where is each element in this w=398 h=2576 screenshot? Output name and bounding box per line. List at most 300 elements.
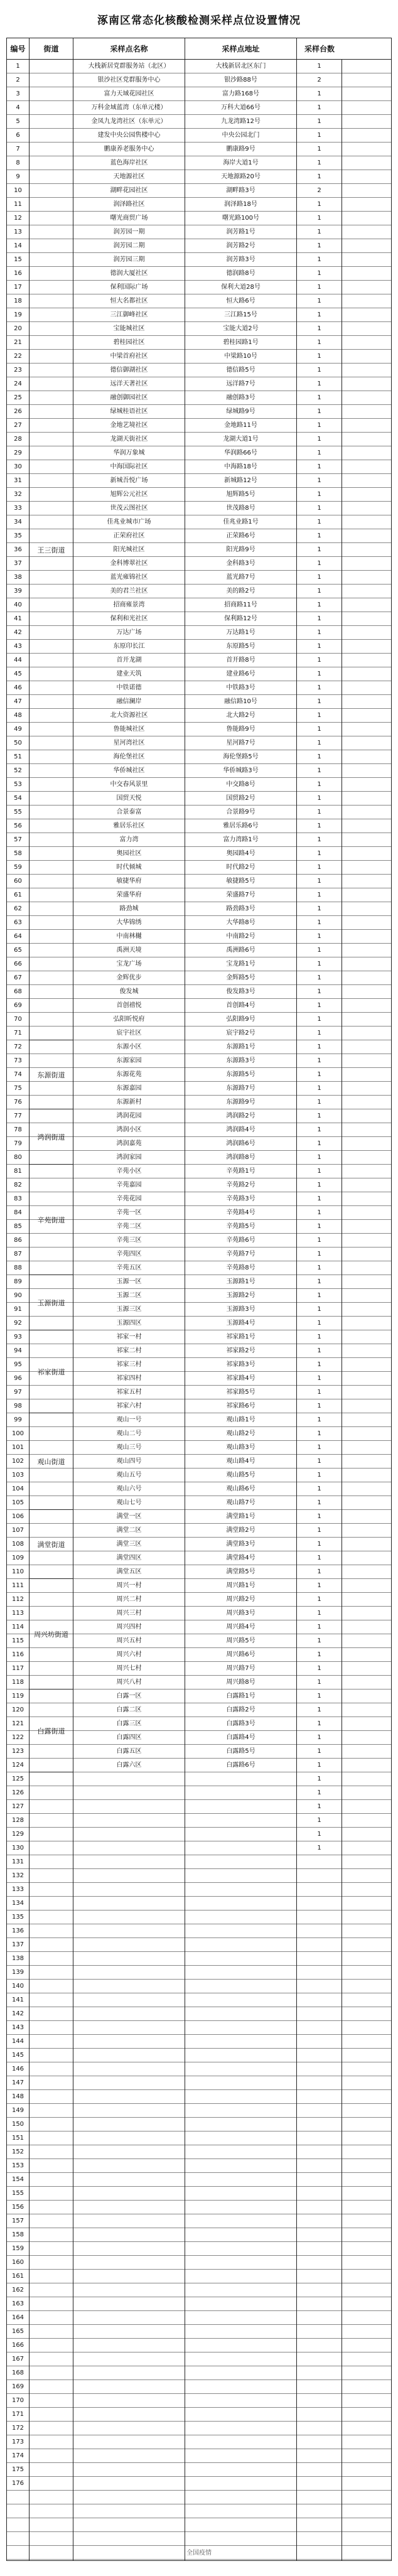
table-cell-number: 56 [14, 822, 22, 829]
table-cell-site-name: 雅居乐社区 [113, 822, 145, 829]
table-cell-count: 1 [317, 1085, 321, 1092]
table-cell-site-address: 中铁路3号 [226, 684, 255, 691]
table-cell-count: 1 [317, 367, 321, 374]
table-cell-count: 1 [317, 463, 321, 470]
table-cell-site-name: 中海国际社区 [110, 463, 148, 470]
table-cell-count: 1 [317, 1361, 321, 1368]
table-cell-number: 26 [14, 408, 22, 415]
table-cell-site-address: 周兴路1号 [226, 1582, 255, 1589]
table-cell-count: 1 [317, 864, 321, 871]
table-cell-number: 77 [14, 1113, 22, 1119]
table-cell-site-address: 中海路18号 [224, 463, 257, 470]
table-cell-site-name: 富力湾 [119, 836, 139, 843]
table-cell-count: 1 [317, 836, 321, 843]
table-cell-count: 1 [317, 1306, 321, 1313]
table-cell-count: 1 [317, 684, 321, 691]
sampling-table [6, 59, 392, 2561]
table-cell-site-address: 首创路4号 [226, 1002, 255, 1009]
table-cell-site-address: 东源路1号 [226, 1043, 255, 1050]
table-cell-number: 168 [11, 2369, 24, 2376]
table-cell-number: 169 [11, 2383, 24, 2390]
table-cell-site-address: 招商路11号 [224, 601, 257, 608]
table-cell-site-name: 东原印长江 [113, 643, 145, 650]
table-cell-site-name: 鸿润嘉苑 [116, 1140, 142, 1147]
table-cell-count: 1 [317, 491, 321, 498]
table-cell-site-address: 宸宇路2号 [226, 1030, 255, 1037]
table-cell-number: 167 [11, 2356, 24, 2363]
street-label: 满堂街道 [30, 1510, 73, 1579]
table-cell-site-name: 白露二区 [116, 1706, 142, 1713]
table-cell-site-name: 辛苑五区 [116, 1264, 142, 1271]
table-cell-number: 75 [14, 1085, 22, 1092]
table-cell-count: 1 [317, 1789, 321, 1796]
table-cell-number: 23 [14, 367, 22, 374]
table-cell-count: 1 [317, 1403, 321, 1409]
table-cell-site-name: 奥园社区 [116, 850, 142, 857]
table-cell-count: 1 [317, 477, 321, 484]
column-count [297, 60, 342, 2560]
table-cell-number: 135 [11, 1914, 24, 1921]
table-cell-count: 1 [317, 1016, 321, 1023]
header-street: 街道 [30, 38, 73, 59]
table-cell-count: 1 [317, 104, 321, 111]
table-cell-number: 89 [14, 1278, 22, 1285]
table-cell-site-address: 白露路5号 [226, 1748, 255, 1755]
table-cell-site-address: 中梁路10号 [224, 353, 257, 360]
table-cell-number: 129 [11, 1831, 24, 1838]
table-cell-site-name: 辛苑小区 [116, 1168, 142, 1175]
table-cell-number: 19 [14, 311, 22, 318]
table-cell-site-name: 富力天域花园社区 [104, 90, 154, 97]
table-cell-number: 144 [11, 2038, 24, 2045]
table-cell-count: 1 [317, 574, 321, 581]
table-cell-site-address: 融创路3号 [226, 394, 255, 401]
table-cell-site-name: 融信澜岸 [116, 698, 142, 705]
table-cell-count: 1 [317, 919, 321, 926]
table-cell-site-name: 大华锦绣 [116, 919, 142, 926]
table-cell-site-address: 白露路4号 [226, 1734, 255, 1741]
table-cell-number: 37 [14, 560, 22, 567]
table-cell-site-address: 路劲路3号 [226, 905, 255, 912]
table-cell-number: 96 [14, 1375, 22, 1382]
table-cell-count: 1 [317, 629, 321, 636]
table-cell-count: 1 [317, 215, 321, 222]
table-cell-site-address: 润芳路3号 [226, 256, 255, 263]
table-cell-count: 1 [317, 1485, 321, 1492]
table-cell-number: 150 [11, 2121, 24, 2128]
table-cell-number: 158 [11, 2231, 24, 2238]
table-cell-count: 1 [317, 1817, 321, 1824]
street-label: 白露街道 [30, 1689, 73, 1772]
table-cell-count: 1 [317, 1748, 321, 1755]
table-cell-number: 46 [14, 684, 22, 691]
table-cell-count: 1 [317, 905, 321, 912]
table-cell-site-address: 敏捷路5号 [226, 878, 255, 885]
table-cell-number: 24 [14, 380, 22, 387]
table-cell-count: 1 [317, 1223, 321, 1230]
table-cell-count: 1 [317, 1292, 321, 1299]
table-cell-number: 87 [14, 1251, 22, 1258]
table-cell-number: 148 [11, 2093, 24, 2100]
table-cell-site-address: 祁家路2号 [226, 1347, 255, 1354]
table-cell-number: 66 [14, 961, 22, 967]
table-cell-number: 81 [14, 1168, 22, 1175]
table-cell-site-name: 玉源三区 [116, 1306, 142, 1313]
table-cell-site-name: 星河湾社区 [113, 740, 145, 746]
table-cell-site-name: 北大资源社区 [110, 712, 148, 719]
table-cell-site-address: 俊发路3号 [226, 988, 255, 995]
table-cell-number: 73 [14, 1057, 22, 1064]
table-cell-site-name: 银沙社区党群服务中心 [97, 77, 161, 84]
table-cell-count: 2 [317, 77, 321, 84]
table-cell-site-address: 满堂路2号 [226, 1527, 255, 1534]
table-cell-number: 140 [11, 1983, 24, 1990]
table-cell-count: 1 [317, 146, 321, 153]
table-cell-count: 1 [317, 256, 321, 263]
table-cell-number: 8 [16, 159, 20, 166]
table-cell-count: 1 [317, 671, 321, 677]
table-cell-count: 1 [317, 1527, 321, 1534]
table-cell-count: 1 [317, 1679, 321, 1686]
table-cell-site-address: 周兴路3号 [226, 1610, 255, 1617]
table-cell-count: 1 [317, 850, 321, 857]
table-cell-count: 1 [317, 892, 321, 898]
table-cell-site-name: 德润大厦社区 [110, 270, 148, 277]
table-cell-count: 1 [317, 1568, 321, 1575]
table-cell-site-address: 祁家路5号 [226, 1389, 255, 1396]
table-cell-number: 123 [11, 1748, 24, 1755]
table-cell-site-address: 北大路2号 [226, 712, 255, 719]
table-cell-number: 2 [16, 77, 20, 84]
header-site-address: 采样点地址 [185, 38, 297, 59]
table-cell-count: 1 [317, 1541, 321, 1548]
table-cell-site-name: 美的君兰社区 [110, 588, 148, 595]
table-cell-number: 54 [14, 795, 22, 802]
street-label: 王三街道 [30, 60, 73, 1040]
table-cell-number: 136 [11, 1927, 24, 1934]
table-cell-number: 154 [11, 2176, 24, 2183]
table-cell-number: 103 [11, 1472, 24, 1479]
table-cell-count: 1 [317, 601, 321, 608]
table-cell-site-name: 白露六区 [116, 1762, 142, 1769]
table-cell-site-address: 德润路8号 [226, 270, 255, 277]
table-cell-count: 2 [317, 187, 321, 194]
table-cell-site-address: 首开路8号 [226, 657, 255, 664]
table-cell-count: 1 [317, 394, 321, 401]
table-cell-number: 72 [14, 1043, 22, 1050]
table-cell-site-name: 万达广场 [116, 629, 142, 636]
table-cell-number: 27 [14, 422, 22, 429]
table-cell-count: 1 [317, 1831, 321, 1838]
table-cell-number: 142 [11, 2010, 24, 2017]
street-label: 祁家街道 [30, 1330, 73, 1413]
table-cell-number: 143 [11, 2024, 24, 2031]
table-cell-number: 65 [14, 947, 22, 954]
table-cell-site-name: 恒大名都社区 [110, 298, 148, 304]
table-cell-site-name: 保利和光社区 [110, 615, 148, 622]
table-cell-number: 62 [14, 905, 22, 912]
table-cell-site-name: 满堂四区 [116, 1555, 142, 1561]
table-cell-site-name: 中南林樾 [116, 933, 142, 940]
table-cell-site-address: 宝龙路1号 [226, 961, 255, 967]
table-cell-number: 111 [11, 1582, 24, 1589]
table-cell-count: 1 [317, 1803, 321, 1810]
table-cell-number: 127 [11, 1803, 24, 1810]
table-cell-count: 1 [317, 339, 321, 346]
table-cell-number: 14 [14, 242, 22, 249]
table-cell-site-name: 祁家一村 [116, 1334, 142, 1340]
table-cell-count: 1 [317, 781, 321, 788]
table-cell-site-name: 周兴一村 [116, 1582, 142, 1589]
table-cell-site-address: 辛苑路8号 [226, 1264, 255, 1271]
table-cell-site-address: 白露路1号 [226, 1693, 255, 1700]
table-cell-site-name: 金科博翠社区 [110, 560, 148, 567]
table-cell-count: 1 [317, 1113, 321, 1119]
table-cell-count: 1 [317, 132, 321, 139]
table-cell-number: 64 [14, 933, 22, 940]
table-cell-site-name: 正荣府社区 [113, 532, 145, 539]
table-cell-site-name: 鲁能城社区 [113, 726, 145, 733]
table-cell-site-address: 世茂路8号 [226, 505, 255, 512]
table-cell-count: 1 [317, 1845, 321, 1851]
table-cell-site-name: 鸿润小区 [116, 1126, 142, 1133]
table-cell-count: 1 [317, 311, 321, 318]
table-cell-site-name: 招商雍景湾 [113, 601, 145, 608]
table-cell-count: 1 [317, 1762, 321, 1769]
table-cell-count: 1 [317, 1444, 321, 1451]
table-cell-number: 74 [14, 1071, 22, 1078]
table-cell-site-name: 金凤九龙湾社区（东单元） [91, 118, 167, 125]
street-label: 观山街道 [30, 1413, 73, 1510]
table-cell-count: 1 [317, 712, 321, 719]
table-cell-count: 1 [317, 1251, 321, 1258]
table-cell-number: 112 [11, 1596, 24, 1603]
table-cell-number: 39 [14, 588, 22, 595]
table-cell-count: 1 [317, 588, 321, 595]
table-cell-site-name: 湖畔花园社区 [110, 187, 148, 194]
table-cell-site-address: 玉源路2号 [226, 1292, 255, 1299]
table-cell-number: 152 [11, 2148, 24, 2155]
table-cell-count: 1 [317, 380, 321, 387]
table-cell-site-name: 润芳园一期 [113, 229, 145, 235]
table-cell-count: 1 [317, 1472, 321, 1479]
table-cell-site-address: 富力湾路1号 [223, 836, 259, 843]
header-number: 编号 [7, 38, 30, 59]
table-cell-number: 55 [14, 809, 22, 816]
table-cell-site-address: 辛苑路1号 [226, 1168, 255, 1175]
table-cell-number: 10 [14, 187, 22, 194]
table-cell-site-name: 满堂五区 [116, 1568, 142, 1575]
table-cell-count: 1 [317, 1057, 321, 1064]
table-cell-number: 1 [16, 63, 20, 70]
table-cell-site-address: 玉源路4号 [226, 1320, 255, 1327]
table-cell-number: 36 [14, 546, 22, 553]
table-cell-number: 162 [11, 2287, 24, 2293]
table-cell-number: 40 [14, 601, 22, 608]
table-cell-count: 1 [317, 408, 321, 415]
table-cell-number: 21 [14, 339, 22, 346]
table-cell-count: 1 [317, 118, 321, 125]
table-cell-number: 82 [14, 1182, 22, 1188]
table-cell-site-address: 新城路12号 [224, 477, 257, 484]
table-cell-count: 1 [317, 1030, 321, 1037]
table-cell-number: 110 [11, 1568, 24, 1575]
table-cell-site-address: 弘阳路9号 [226, 1016, 255, 1023]
table-cell-site-name: 敏捷华府 [116, 878, 142, 885]
table-cell-site-address: 观山路4号 [226, 1458, 255, 1465]
table-cell-number: 70 [14, 1016, 22, 1023]
table-cell-count: 1 [317, 933, 321, 940]
table-cell-number: 166 [11, 2342, 24, 2349]
table-cell-number: 25 [14, 394, 22, 401]
table-cell-site-address: 观山路1号 [226, 1416, 255, 1423]
table-cell-site-name: 润芳园三期 [113, 256, 145, 263]
table-cell-count: 1 [317, 698, 321, 705]
table-cell-site-address: 润芳路2号 [226, 242, 255, 249]
table-cell-site-address: 东源路3号 [226, 1057, 255, 1064]
table-cell-site-name: 金地艺境社区 [110, 422, 148, 429]
table-cell-number: 22 [14, 353, 22, 360]
table-cell-site-name: 玉源二区 [116, 1292, 142, 1299]
table-cell-number: 12 [14, 215, 22, 222]
table-cell-count: 1 [317, 1347, 321, 1354]
table-cell-number: 16 [14, 270, 22, 277]
table-cell-number: 133 [11, 1886, 24, 1893]
table-cell-site-address: 恒大路6号 [226, 298, 255, 304]
table-cell-site-name: 周兴八村 [116, 1679, 142, 1686]
table-cell-site-name: 祁家五村 [116, 1389, 142, 1396]
table-cell-count: 1 [317, 450, 321, 456]
table-cell-site-address: 东原路5号 [226, 643, 255, 650]
table-cell-number: 32 [14, 491, 22, 498]
table-cell-number: 43 [14, 643, 22, 650]
table-cell-site-name: 碧桂园社区 [113, 339, 145, 346]
table-cell-site-name: 首开龙湖 [116, 657, 142, 664]
table-cell-number: 92 [14, 1320, 22, 1327]
table-cell-site-name: 观山四号 [116, 1458, 142, 1465]
table-cell-count: 1 [317, 1099, 321, 1106]
table-cell-site-name: 东源新村 [116, 1099, 142, 1106]
table-cell-site-address: 观山路2号 [226, 1430, 255, 1437]
table-cell-site-address: 祁家路6号 [226, 1403, 255, 1409]
table-cell-count: 1 [317, 519, 321, 525]
table-cell-site-name: 绿城桂语社区 [110, 408, 148, 415]
table-cell-number: 4 [16, 104, 20, 111]
table-cell-number: 83 [14, 1195, 22, 1202]
table-cell-count: 1 [317, 878, 321, 885]
table-cell-site-address: 绿城路9号 [226, 408, 255, 415]
table-cell-site-address: 美的路2号 [226, 588, 255, 595]
table-cell-site-address: 辛苑路2号 [226, 1182, 255, 1188]
table-cell-number: 78 [14, 1126, 22, 1133]
table-cell-site-address: 辛苑路7号 [226, 1251, 255, 1258]
table-cell-site-name: 融创御园社区 [110, 394, 148, 401]
table-cell-count: 1 [317, 822, 321, 829]
table-cell-number: 20 [14, 325, 22, 332]
table-cell-site-name: 佳兆业城市广场 [107, 519, 151, 525]
table-cell-number: 124 [11, 1762, 24, 1769]
table-cell-site-name: 路劲城 [119, 905, 139, 912]
table-cell-site-name: 中梁首府社区 [110, 353, 148, 360]
table-cell-number: 9 [16, 173, 20, 180]
table-cell-site-address: 辛苑路3号 [226, 1195, 255, 1202]
table-cell-site-name: 天地源社区 [113, 173, 145, 180]
table-cell-count: 1 [317, 1168, 321, 1175]
table-cell-count: 1 [317, 546, 321, 553]
table-cell-site-address: 祁家路3号 [226, 1361, 255, 1368]
table-cell-count: 1 [317, 1182, 321, 1188]
table-cell-number: 50 [14, 740, 22, 746]
table-cell-site-name: 玉源一区 [116, 1278, 142, 1285]
table-cell-count: 1 [317, 1209, 321, 1216]
table-cell-site-name: 辛苑二区 [116, 1223, 142, 1230]
table-cell-number: 151 [11, 2135, 24, 2142]
table-cell-number: 95 [14, 1361, 22, 1368]
table-cell-site-address: 星河路7号 [226, 740, 255, 746]
table-cell-number: 7 [16, 146, 20, 153]
table-cell-count: 1 [317, 63, 321, 70]
table-cell-number: 156 [11, 2204, 24, 2211]
table-cell-number: 44 [14, 657, 22, 664]
street-label: 东源街道 [30, 1040, 73, 1109]
table-cell-count: 1 [317, 1651, 321, 1658]
table-cell-site-address: 玉源路1号 [226, 1278, 255, 1285]
table-cell-site-address: 祁家路1号 [226, 1334, 255, 1340]
table-cell-number: 130 [11, 1845, 24, 1851]
table-cell-count: 1 [317, 1264, 321, 1271]
table-cell-site-address: 三江路15号 [224, 311, 257, 318]
table-cell-number: 126 [11, 1789, 24, 1796]
table-cell-site-name: 周兴二村 [116, 1596, 142, 1603]
table-cell-number: 61 [14, 892, 22, 898]
table-cell-site-address: 辛苑路6号 [226, 1237, 255, 1244]
table-cell-site-address: 周兴路7号 [226, 1665, 255, 1672]
table-cell-count: 1 [317, 988, 321, 995]
table-cell-site-address: 禹洲路6号 [226, 947, 255, 954]
table-cell-count: 1 [317, 1596, 321, 1603]
table-cell-count: 1 [317, 726, 321, 733]
table-cell-site-name: 蓝色海岸社区 [110, 159, 148, 166]
table-cell-site-name: 满堂三区 [116, 1541, 142, 1548]
table-cell-site-address: 银沙路88号 [224, 77, 257, 84]
table-cell-site-name: 中铁诺德 [116, 684, 142, 691]
page-title: 涿南区常态化核酸检测采样点位设置情况 [97, 14, 301, 27]
table-cell-site-address: 宝能大道2号 [223, 325, 259, 332]
table-cell-site-name: 玉源四区 [116, 1320, 142, 1327]
table-cell-count: 1 [317, 947, 321, 954]
table-cell-count: 1 [317, 1237, 321, 1244]
header-site-name: 采样点名称 [73, 38, 185, 59]
table-cell-number: 11 [14, 201, 22, 208]
table-cell-site-name: 祁家二村 [116, 1347, 142, 1354]
column-site-name [73, 60, 185, 2560]
street-label: 鸿润街道 [30, 1109, 73, 1165]
table-cell-site-address: 鸿润路2号 [226, 1113, 255, 1119]
table-cell-count: 1 [317, 1389, 321, 1396]
table-cell-number: 102 [11, 1458, 24, 1465]
table-cell-site-name: 旭辉公元社区 [110, 491, 148, 498]
table-cell-count: 1 [317, 1278, 321, 1285]
table-cell-site-address: 融信路10号 [224, 698, 257, 705]
table-cell-number: 108 [11, 1541, 24, 1548]
table-cell-site-address: 湖畔路3号 [226, 187, 255, 194]
table-cell-site-address: 金辉路5号 [226, 974, 255, 981]
table-cell-site-address: 建业路6号 [226, 671, 255, 677]
table-cell-number: 18 [14, 298, 22, 304]
table-cell-site-name: 东源小区 [116, 1043, 142, 1050]
table-cell-count: 1 [317, 1555, 321, 1561]
table-cell-number: 137 [11, 1941, 24, 1948]
